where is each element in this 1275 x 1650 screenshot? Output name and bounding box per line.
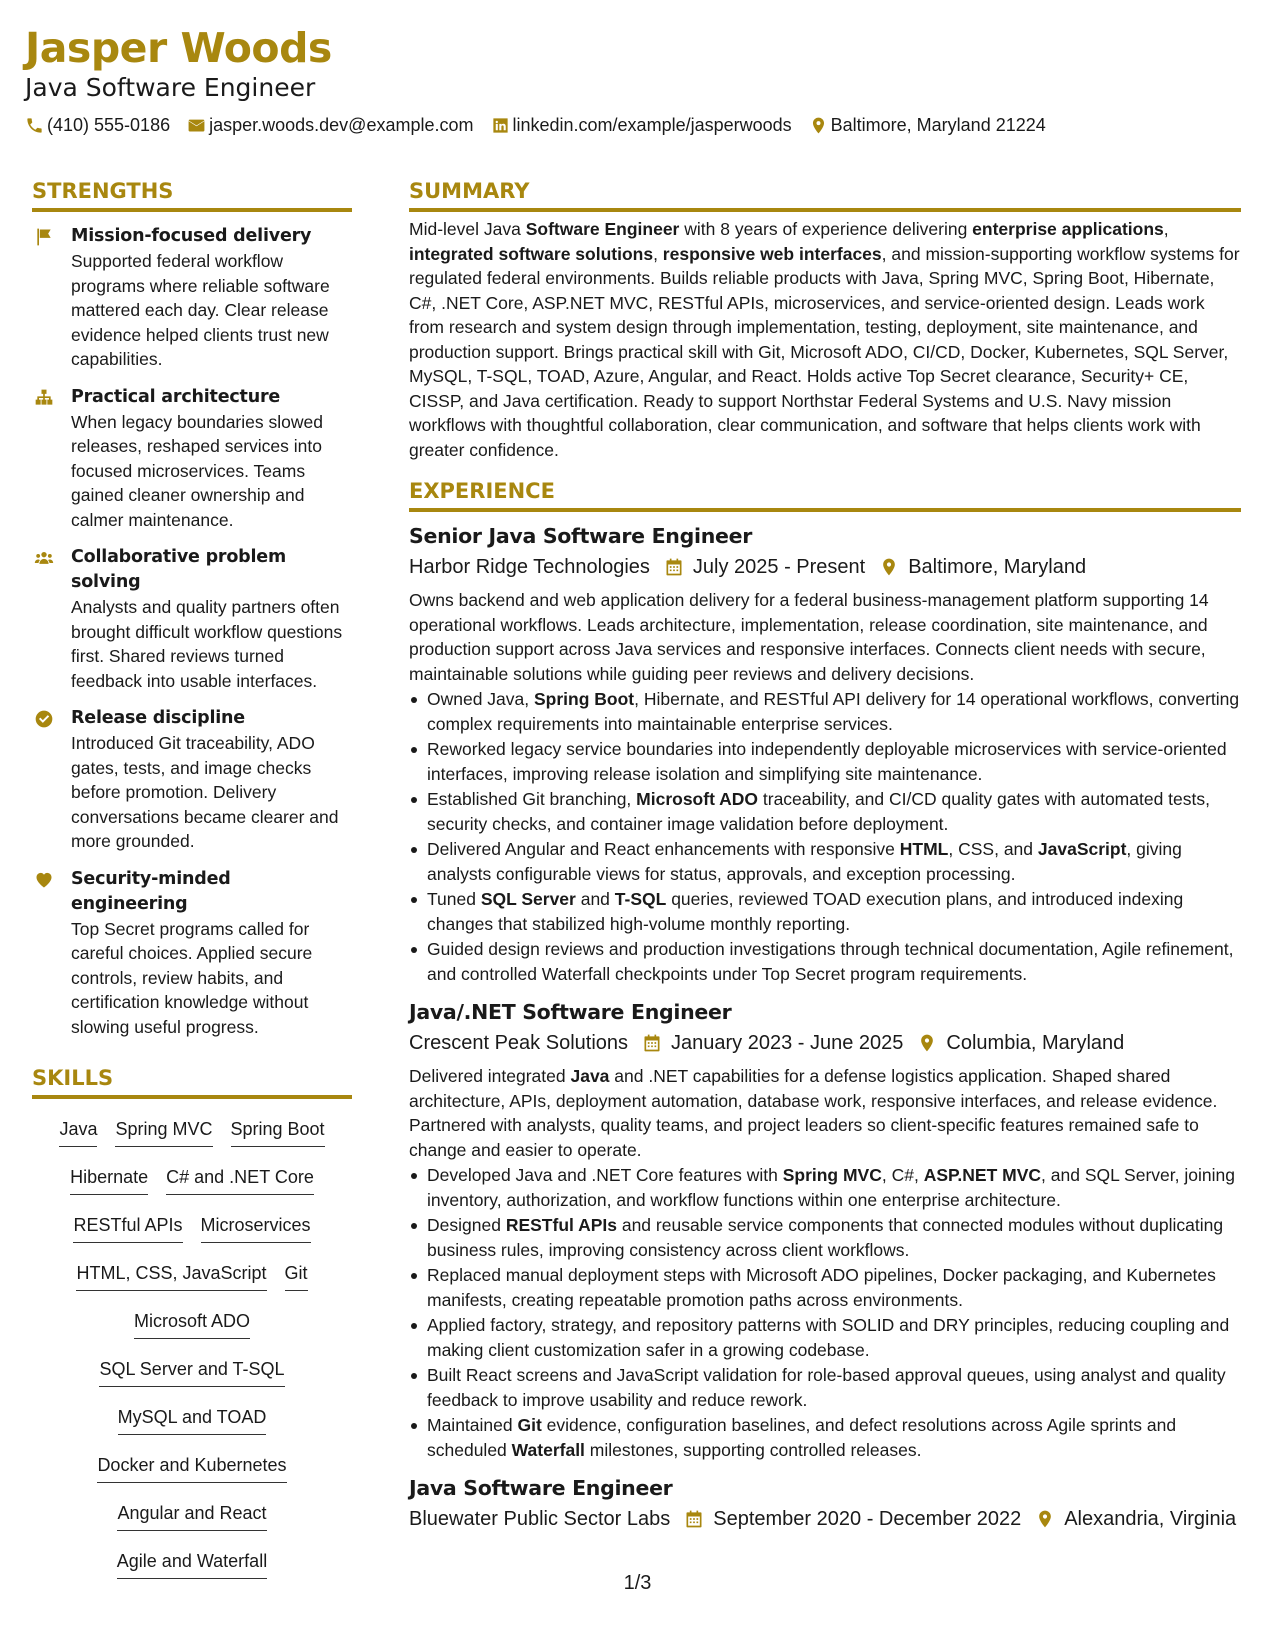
job-meta bbox=[409, 1028, 1241, 1058]
text-run: , bbox=[1163, 219, 1169, 239]
bold-text: Git bbox=[517, 1415, 542, 1435]
experience-section bbox=[409, 476, 1241, 1534]
skills-list bbox=[32, 1109, 352, 1589]
bullet-item bbox=[409, 937, 1241, 986]
job-company: Crescent Peak Solutions bbox=[409, 1032, 629, 1054]
location-text: Baltimore, Maryland 21224 bbox=[830, 115, 1046, 135]
skills-heading: SKILLS bbox=[32, 1063, 352, 1099]
left-column bbox=[32, 176, 352, 1589]
strength-item bbox=[32, 867, 352, 1040]
text-run: , C#, bbox=[881, 1165, 924, 1185]
summary-section bbox=[409, 176, 1241, 462]
summary-text bbox=[409, 217, 1241, 462]
job-dates: January 2023 - June 2025 bbox=[671, 1032, 904, 1054]
skill-tag: Git bbox=[285, 1258, 308, 1291]
bold-text: Software Engineer bbox=[525, 219, 680, 239]
bold-text: responsive web interfaces bbox=[662, 243, 882, 264]
bold-text: integrated software solutions bbox=[409, 243, 654, 264]
experience-heading: EXPERIENCE bbox=[409, 476, 1241, 512]
job-entry bbox=[409, 1474, 1241, 1534]
bold-text: Spring MVC bbox=[782, 1165, 882, 1185]
candidate-name: Jasper Woods bbox=[25, 24, 332, 72]
strengths-heading: STRENGTHS bbox=[32, 176, 352, 212]
resume-header bbox=[25, 24, 1245, 138]
skill-tag: Agile and Waterfall bbox=[117, 1546, 267, 1579]
text-run: Delivered integrated bbox=[409, 1066, 571, 1086]
text-run: queries, reviewed TOAD execution plans, and introduced indexing changes that stabilized high-volume monthly reporting. bbox=[427, 889, 1184, 934]
strength-title: Practical architecture bbox=[71, 386, 281, 407]
text-run: Applied factory, strategy, and repository patterns with SOLID and DRY principles, reducing coupling and making client customization safer in a growing codebase. bbox=[427, 1315, 1230, 1360]
text-run: Established Git branching, bbox=[427, 789, 637, 809]
bold-text: JavaScript bbox=[1037, 839, 1127, 859]
map-pin-icon bbox=[809, 116, 828, 135]
text-run: , bbox=[653, 243, 663, 264]
skill-tag: MySQL and TOAD bbox=[118, 1402, 267, 1435]
skill-tag: Angular and React bbox=[117, 1498, 266, 1531]
strength-title: Collaborative problem solving bbox=[71, 547, 287, 592]
heart-icon bbox=[34, 870, 54, 890]
contact-phone bbox=[25, 112, 170, 138]
text-run: , giving analysts configurable views for status, approvals, and exception processing. bbox=[427, 839, 1182, 884]
bold-text: Spring Boot bbox=[534, 689, 635, 709]
job-company: Harbor Ridge Technologies bbox=[409, 556, 650, 578]
bullet-item bbox=[409, 1163, 1241, 1212]
sitemap-icon bbox=[34, 388, 54, 408]
contact-linkedin[interactable] bbox=[491, 112, 792, 138]
skill-tag: Microsoft ADO bbox=[134, 1306, 250, 1339]
strength-item bbox=[32, 706, 352, 854]
bullet-item bbox=[409, 1413, 1241, 1462]
skill-tag: Java bbox=[59, 1114, 97, 1147]
strength-description: When legacy boundaries slowed releases, reshaped services into focused microservices. Teams gained cleaner ownership and calmer maintenance. bbox=[71, 411, 323, 530]
bold-text: Java bbox=[570, 1066, 610, 1086]
strength-item bbox=[32, 224, 352, 372]
map-pin-icon bbox=[1035, 1509, 1055, 1529]
envelope-icon bbox=[187, 116, 206, 135]
text-run: Reworked legacy service boundaries into independently deployable microservices with service-oriented interfaces, improving release isolation and simplifying site maintenance. bbox=[427, 739, 1227, 784]
bullet-item bbox=[409, 1313, 1241, 1362]
text-run: Tuned bbox=[427, 889, 481, 909]
job-location: Alexandria, Virginia bbox=[1064, 1508, 1237, 1530]
text-run: and bbox=[575, 889, 615, 909]
bold-text: SQL Server bbox=[480, 889, 576, 909]
skill-tag: Docker and Kubernetes bbox=[97, 1450, 286, 1483]
text-run: Developed Java and .NET Core features with bbox=[427, 1165, 783, 1185]
job-description bbox=[409, 588, 1241, 686]
text-run: , Hibernate, and RESTful API delivery for 14 operational workflows, converting complex requirements into maintainable enterprise services. bbox=[427, 689, 1240, 734]
bullet-item bbox=[409, 1363, 1241, 1412]
bold-text: ASP.NET MVC bbox=[923, 1165, 1042, 1185]
strengths-section bbox=[32, 176, 352, 1039]
skill-tag: SQL Server and T-SQL bbox=[99, 1354, 284, 1387]
strength-item bbox=[32, 545, 352, 693]
skill-tag: RESTful APIs bbox=[73, 1210, 182, 1243]
job-dates: July 2025 - Present bbox=[692, 556, 866, 578]
bold-text: T-SQL bbox=[614, 889, 667, 909]
phone-icon bbox=[25, 116, 44, 135]
strength-title: Security-minded engineering bbox=[71, 868, 231, 914]
calendar-icon bbox=[642, 1033, 662, 1053]
bullet-item bbox=[409, 737, 1241, 786]
text-run: Built React screens and JavaScript validation for role-based approval queues, using analyst and quality feedback to improve usability and reduce rework. bbox=[427, 1365, 1226, 1410]
job-location: Columbia, Maryland bbox=[946, 1032, 1125, 1054]
skills-section bbox=[32, 1063, 352, 1589]
job-title: Java Software Engineer bbox=[409, 1476, 673, 1500]
linkedin-icon bbox=[491, 116, 510, 135]
bullet-item bbox=[409, 1263, 1241, 1312]
bullet-item bbox=[409, 1213, 1241, 1262]
right-column bbox=[409, 176, 1241, 1534]
bold-text: RESTful APIs bbox=[505, 1215, 617, 1235]
contact-bar bbox=[25, 112, 1245, 138]
linkedin-text[interactable]: linkedin.com/example/jasperwoods bbox=[512, 115, 792, 135]
text-run: and .NET capabilities for a defense logistics application. Shaped shared architecture, APIs, deployment automation, database work, responsive interfaces, and release evidence. Partnered with analysts, quality teams, and project leaders so client-specific features remained safe to change and easier to operate. bbox=[409, 1066, 1218, 1160]
strength-description: Analysts and quality partners often brought difficult workflow questions first. Shared reviews turned feedback into usable interfaces. bbox=[71, 597, 343, 691]
contact-location bbox=[809, 112, 1046, 138]
job-meta bbox=[409, 1504, 1241, 1534]
job-company: Bluewater Public Sector Labs bbox=[409, 1508, 671, 1530]
strength-description: Introduced Git traceability, ADO gates, tests, and image checks before promotion. Delivery conversations became clearer and more grounded. bbox=[71, 733, 339, 851]
strength-description: Top Secret programs called for careful choices. Applied secure controls, review habits, and certification knowledge without slowing useful progress. bbox=[71, 918, 313, 1037]
users-icon bbox=[34, 548, 54, 568]
text-run: and reusable service components that connected modules without duplicating business rules, improving consistency across client workflows. bbox=[427, 1215, 1224, 1260]
text-run: with 8 years of experience delivering bbox=[679, 219, 973, 239]
map-pin-icon bbox=[917, 1033, 937, 1053]
bullet-item bbox=[409, 687, 1241, 736]
contact-email[interactable] bbox=[187, 112, 473, 138]
job-description bbox=[409, 1064, 1241, 1162]
skill-tag: Spring MVC bbox=[115, 1114, 212, 1147]
phone-text: (410) 555-0186 bbox=[47, 115, 171, 135]
text-run: , and mission-supporting workflow systems for regulated federal environments. Builds reliable products with Java, Spring MVC, Spring Boot, Hibernate, C#, .NET Core, ASP.NET MVC, RESTful APIs, microservices, and service-oriented design. Leads work from research and system design through implementation, testing, deployment, site maintenance, and production support. Brings practical skill with Git, Microsoft ADO, CI/CD, Docker, Kubernetes, SQL Server, MySQL, T-SQL, TOAD, Azure, Angular, and React. Holds active Top Secret clearance, Security+ CE, CISSP, and Java certification. Ready to support Northstar Federal Systems and U.S. Navy mission workflows with thoughtful collaboration, clear communication, and software that helps clients work with greater confidence. bbox=[409, 243, 1240, 460]
candidate-role: Java Software Engineer bbox=[25, 73, 316, 102]
strength-item bbox=[32, 385, 352, 533]
text-run: Mid-level Java bbox=[409, 219, 526, 239]
flag-icon bbox=[34, 227, 54, 247]
email-text[interactable]: jasper.woods.dev@example.com bbox=[209, 115, 474, 135]
experience-list bbox=[409, 522, 1241, 1534]
job-bullets bbox=[409, 1163, 1241, 1462]
bullet-item bbox=[409, 887, 1241, 936]
text-run: Owned Java, bbox=[427, 689, 534, 709]
bold-text: Microsoft ADO bbox=[636, 789, 759, 809]
skill-tag: Spring Boot bbox=[231, 1114, 325, 1147]
job-location: Baltimore, Maryland bbox=[908, 556, 1087, 578]
strengths-list bbox=[32, 224, 352, 1039]
calendar-icon bbox=[684, 1509, 704, 1529]
bullet-item bbox=[409, 787, 1241, 836]
calendar-icon bbox=[664, 557, 684, 577]
text-run: , CSS, and bbox=[948, 839, 1038, 859]
text-run: milestones, supporting controlled releases. bbox=[584, 1439, 922, 1460]
map-pin-icon bbox=[879, 557, 899, 577]
bold-text: Waterfall bbox=[511, 1439, 585, 1460]
summary-heading: SUMMARY bbox=[409, 176, 1241, 212]
bold-text: HTML bbox=[899, 839, 949, 859]
job-bullets bbox=[409, 687, 1241, 986]
job-title: Java/.NET Software Engineer bbox=[409, 1000, 732, 1024]
text-run: evidence, configuration baselines, and defect resolutions across Agile sprints and scheduled bbox=[427, 1415, 1177, 1460]
job-title: Senior Java Software Engineer bbox=[409, 524, 753, 548]
job-meta bbox=[409, 552, 1241, 582]
skill-tag: C# and .NET Core bbox=[166, 1162, 314, 1195]
bullet-item bbox=[409, 837, 1241, 886]
check-circle-icon bbox=[34, 709, 54, 729]
strength-title: Mission-focused delivery bbox=[71, 226, 312, 246]
bold-text: enterprise applications bbox=[972, 219, 1164, 239]
strength-description: Supported federal workflow programs where reliable software mattered each day. Clear release evidence helped clients trust new capabilities. bbox=[71, 251, 330, 369]
text-run: Owns backend and web application delivery for a federal business-management platform supporting 14 operational workflows. Leads architecture, implementation, release coordination, site maintenance, and production support across Java services and responsive interfaces. Connects client needs with secure, maintainable solutions while guiding peer reviews and delivery decisions. bbox=[409, 590, 1209, 684]
job-dates: September 2020 - December 2022 bbox=[713, 1508, 1022, 1530]
text-run: Replaced manual deployment steps with Microsoft ADO pipelines, Docker packaging, and Kubernetes manifests, creating repeatable promotion paths across environments. bbox=[427, 1265, 1216, 1310]
skill-tag: Hibernate bbox=[70, 1162, 148, 1195]
text-run: Designed bbox=[427, 1215, 506, 1235]
text-run: Guided design reviews and production investigations through technical documentation, Agile refinement, and controlled Waterfall checkpoints under Top Secret program requirements. bbox=[427, 939, 1234, 984]
skill-tag: HTML, CSS, JavaScript bbox=[76, 1258, 266, 1291]
text-run: Delivered Angular and React enhancements with responsive bbox=[427, 839, 900, 859]
skill-tag: Microservices bbox=[201, 1210, 311, 1243]
job-entry bbox=[409, 998, 1241, 1462]
job-entry bbox=[409, 522, 1241, 986]
text-run: traceability, and CI/CD quality gates with automated tests, security checks, and container image validation before deployment. bbox=[427, 789, 1210, 834]
page-number: 1/3 bbox=[623, 1572, 652, 1594]
strength-title: Release discipline bbox=[71, 708, 245, 728]
text-run: Maintained bbox=[427, 1415, 518, 1435]
text-run: , and SQL Server, joining inventory, authorization, and workflow functions within one enterprise architecture. bbox=[427, 1165, 1235, 1210]
